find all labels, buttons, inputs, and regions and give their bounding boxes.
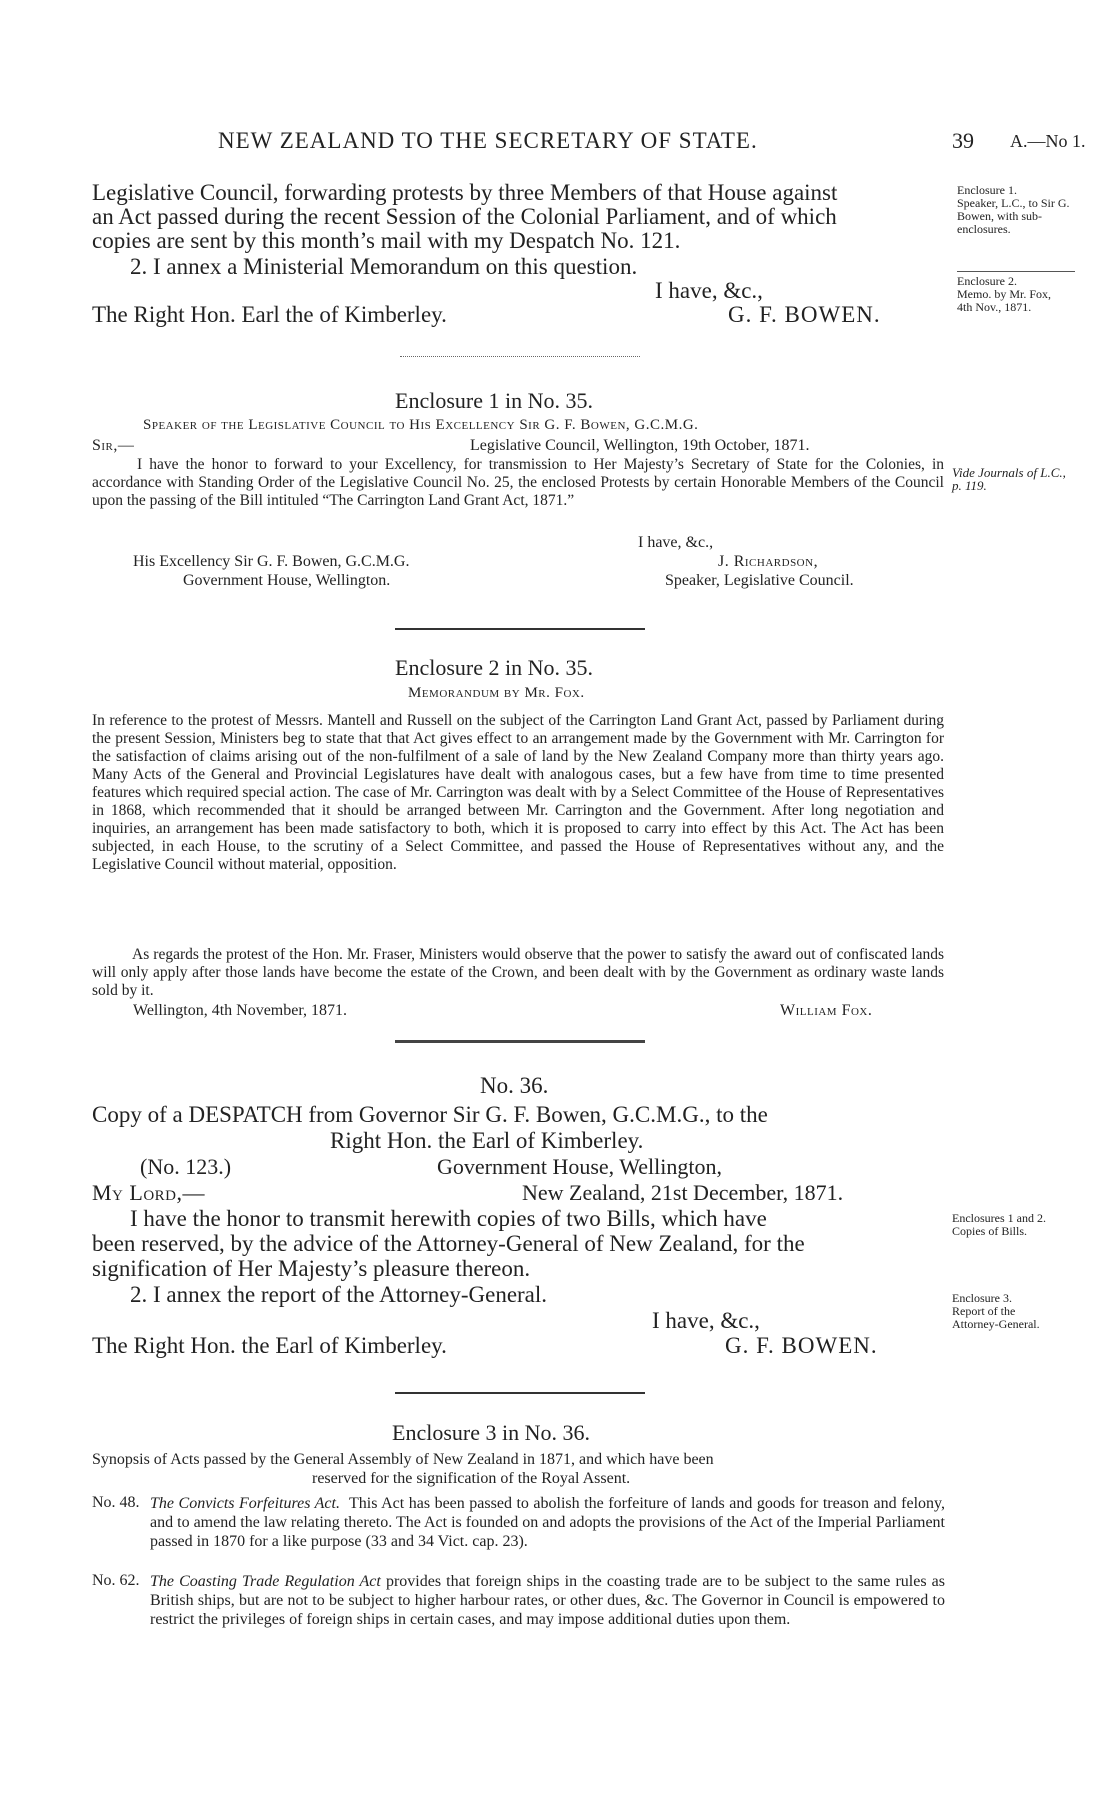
intro-signature: G. F. BOWEN. xyxy=(728,302,881,327)
margin-note-enclosure-1-desc: Speaker, L.C., to Sir G. Bowen, with sub-enclosures. xyxy=(957,196,1070,236)
intro-line-1: Legislative Council, forwarding protests by three Members of that House against xyxy=(92,180,838,205)
enclosure-3-title: Enclosure 3 in No. 36. xyxy=(392,1420,590,1445)
page-number: 39 xyxy=(952,128,974,153)
enclosure-1-closing: I have, &c., xyxy=(638,534,714,551)
section-divider-dotted xyxy=(400,356,640,357)
margin-note-enclosure-2 xyxy=(957,275,1057,314)
despatch-copy-line-1: Copy of a DESPATCH from Governor Sir G. F. Bowen, G.C.M.G., to the xyxy=(92,1102,768,1127)
despatch-signature: G. F. BOWEN. xyxy=(725,1333,878,1358)
enclosure-1-addressee-2: Government House, Wellington. xyxy=(183,572,391,589)
enclosure-3-synopsis-line-2: reserved for the signification of the Royal Assent. xyxy=(312,1470,631,1487)
margin-note-enclosure-3-desc: Report of the Attorney-General. xyxy=(952,1304,1040,1331)
despatch-closing: I have, &c., xyxy=(652,1308,760,1333)
margin-note-enclosures-1-2-desc: Copies of Bills. xyxy=(952,1224,1028,1238)
document-reference: A.—No 1. xyxy=(1010,131,1086,151)
margin-note-enclosure-2-title: Enclosure 2. xyxy=(957,274,1017,288)
enclosure-2-title: Enclosure 2 in No. 35. xyxy=(395,655,593,680)
section-divider-1 xyxy=(395,628,645,630)
enclosure-1-body: I have the honor to forward to your Excellency, for transmission to Her Majesty’s Secretary of State for the Colonies, in accordance with Standing Order of the Legislative Council No. 25, the enclosed Protests by certain Honorable Members of the Council upon the passing of the Bill intituled “The Carrington Land Grant Act, 1871.” xyxy=(92,456,944,509)
despatch-line-1: I have the honor to transmit herewith copies of two Bills, which have xyxy=(130,1206,767,1231)
act-item-1-number: No. 48. xyxy=(92,1494,140,1511)
despatch-place: Government House, Wellington, xyxy=(437,1154,723,1179)
margin-note-enclosures-1-2 xyxy=(952,1212,1077,1238)
enclosure-1-place-date: Legislative Council, Wellington, 19th October, 1871. xyxy=(470,437,810,454)
despatch-copy-line-2: Right Hon. the Earl of Kimberley. xyxy=(330,1128,644,1153)
enclosure-2-place-date: Wellington, 4th November, 1871. xyxy=(133,1002,348,1019)
despatch-line-4: 2. I annex the report of the Attorney-General. xyxy=(130,1282,548,1307)
intro-addressee: The Right Hon. Earl the of Kimberley. xyxy=(92,302,447,327)
margin-note-enclosure-1 xyxy=(957,184,1075,236)
despatch-date: New Zealand, 21st December, 1871. xyxy=(522,1180,844,1205)
despatch-number: No. 36. xyxy=(480,1073,549,1098)
despatch-line-3: signification of Her Majesty’s pleasure thereon. xyxy=(92,1256,531,1281)
margin-note-enclosure-3-title: Enclosure 3. xyxy=(952,1291,1012,1305)
act-item-2 xyxy=(150,1572,945,1629)
enclosure-1-signer-title: Speaker, Legislative Council. xyxy=(665,572,854,589)
enclosure-1-salutation: Sir,— xyxy=(92,437,135,454)
enclosure-3-synopsis-line-1: Synopsis of Acts passed by the General Assembly of New Zealand in 1871, and which have been xyxy=(92,1451,714,1468)
act-item-1-title: The Convicts Forfeitures Act. xyxy=(150,1495,340,1512)
despatch-reference-number: (No. 123.) xyxy=(140,1154,232,1179)
margin-note-enclosures-1-2-title: Enclosures 1 and 2. xyxy=(952,1211,1046,1225)
enclosure-1-title: Enclosure 1 in No. 35. xyxy=(395,388,593,413)
running-header-title: NEW ZEALAND TO THE SECRETARY OF STATE. xyxy=(218,128,758,153)
enclosure-2-signer: William Fox. xyxy=(780,1002,873,1019)
act-item-1 xyxy=(150,1494,945,1551)
act-item-2-number: No. 62. xyxy=(92,1572,140,1589)
enclosure-2-subtitle: Memorandum by Mr. Fox. xyxy=(408,685,585,701)
intro-line-4: 2. I annex a Ministerial Memorandum on this question. xyxy=(130,254,638,279)
despatch-line-2: been reserved, by the advice of the Attorney-General of New Zealand, for the xyxy=(92,1231,805,1256)
act-item-1-text: This Act has been passed to abolish the forfeiture of lands and goods for treason and felony, and to amend the law relating thereto. The Act is founded on and adopts the provisions of the Act of the Imperial Parliament passed in 1870 for a like purpose (33 and 34 Vict. cap. 23). xyxy=(150,1495,946,1550)
enclosure-1-addressee-1: His Excellency Sir G. F. Bowen, G.C.M.G. xyxy=(133,553,410,570)
intro-line-2: an Act passed during the recent Session of the Colonial Parliament, and of which xyxy=(92,204,837,229)
section-divider-3 xyxy=(395,1392,645,1394)
act-item-2-text: provides that foreign ships in the coasting trade are to be subject to the same rules as British ships, but are not to be subject to higher harbour rates, or other dues, &c. The Governor in Council is empowered to restrict the privileges of foreign ships in certain cases, and may impose additional duties upon them. xyxy=(150,1573,946,1628)
margin-note-enclosure-3 xyxy=(952,1292,1052,1331)
margin-note-enclosure-1-title: Enclosure 1. xyxy=(957,183,1017,197)
enclosure-2-paragraph-2: As regards the protest of the Hon. Mr. Fraser, Ministers would observe that the power to satisfy the award out of confiscated lands will only apply after those lands have become the estate of the Crown, and been dealt with by the Government as ordinary waste lands sold by it. xyxy=(92,946,944,999)
enclosure-2-paragraph-1: In reference to the protest of Messrs. Mantell and Russell on the subject of the Carrington Land Grant Act, passed by Parliament during the present Session, Ministers beg to state that that Act gives effect to an arrangement made by the Government with Mr. Carrington for the satisfaction of claims arising out of the non-fulfilment of a sale of land by the New Zealand Company more than thirty years ago. Many Acts of the General and Provincial Legislatures have dealt with analogous cases, but a few have from time to time presented features which required special action. The case of Mr. Carrington was dealt with by a Select Committee of the House of Representatives in 1868, which recommended that it should be arranged between Mr. Carrington and the Government. After long negotiation and inquiries, an arrangement has been made satisfactory to both, which it is proposed to carry into effect by this Act. The Act has been subjected, in each House, to the scrutiny of a Select Committee, and passed the House of Representatives without any, and the Legislative Council without material, opposition. xyxy=(92,712,944,873)
enclosure-1-signer: J. Richardson, xyxy=(718,553,819,570)
act-item-2-title: The Coasting Trade Regulation Act xyxy=(150,1573,381,1590)
margin-note-vide-journals: Vide Journals of L.C., p. 119. xyxy=(952,465,1066,493)
despatch-addressee: The Right Hon. the Earl of Kimberley. xyxy=(92,1333,447,1358)
intro-line-3: copies are sent by this month’s mail with my Despatch No. 121. xyxy=(92,228,681,253)
margin-divider xyxy=(957,271,1075,272)
despatch-salutation: My Lord,— xyxy=(92,1180,206,1205)
section-divider-2 xyxy=(395,1040,645,1043)
enclosure-1-subtitle: Speaker of the Legislative Council to His Excellency Sir G. F. Bowen, G.C.M.G. xyxy=(143,417,699,433)
intro-closing: I have, &c., xyxy=(655,278,763,303)
margin-note-enclosure-2-desc: Memo. by Mr. Fox, 4th Nov., 1871. xyxy=(957,287,1052,314)
